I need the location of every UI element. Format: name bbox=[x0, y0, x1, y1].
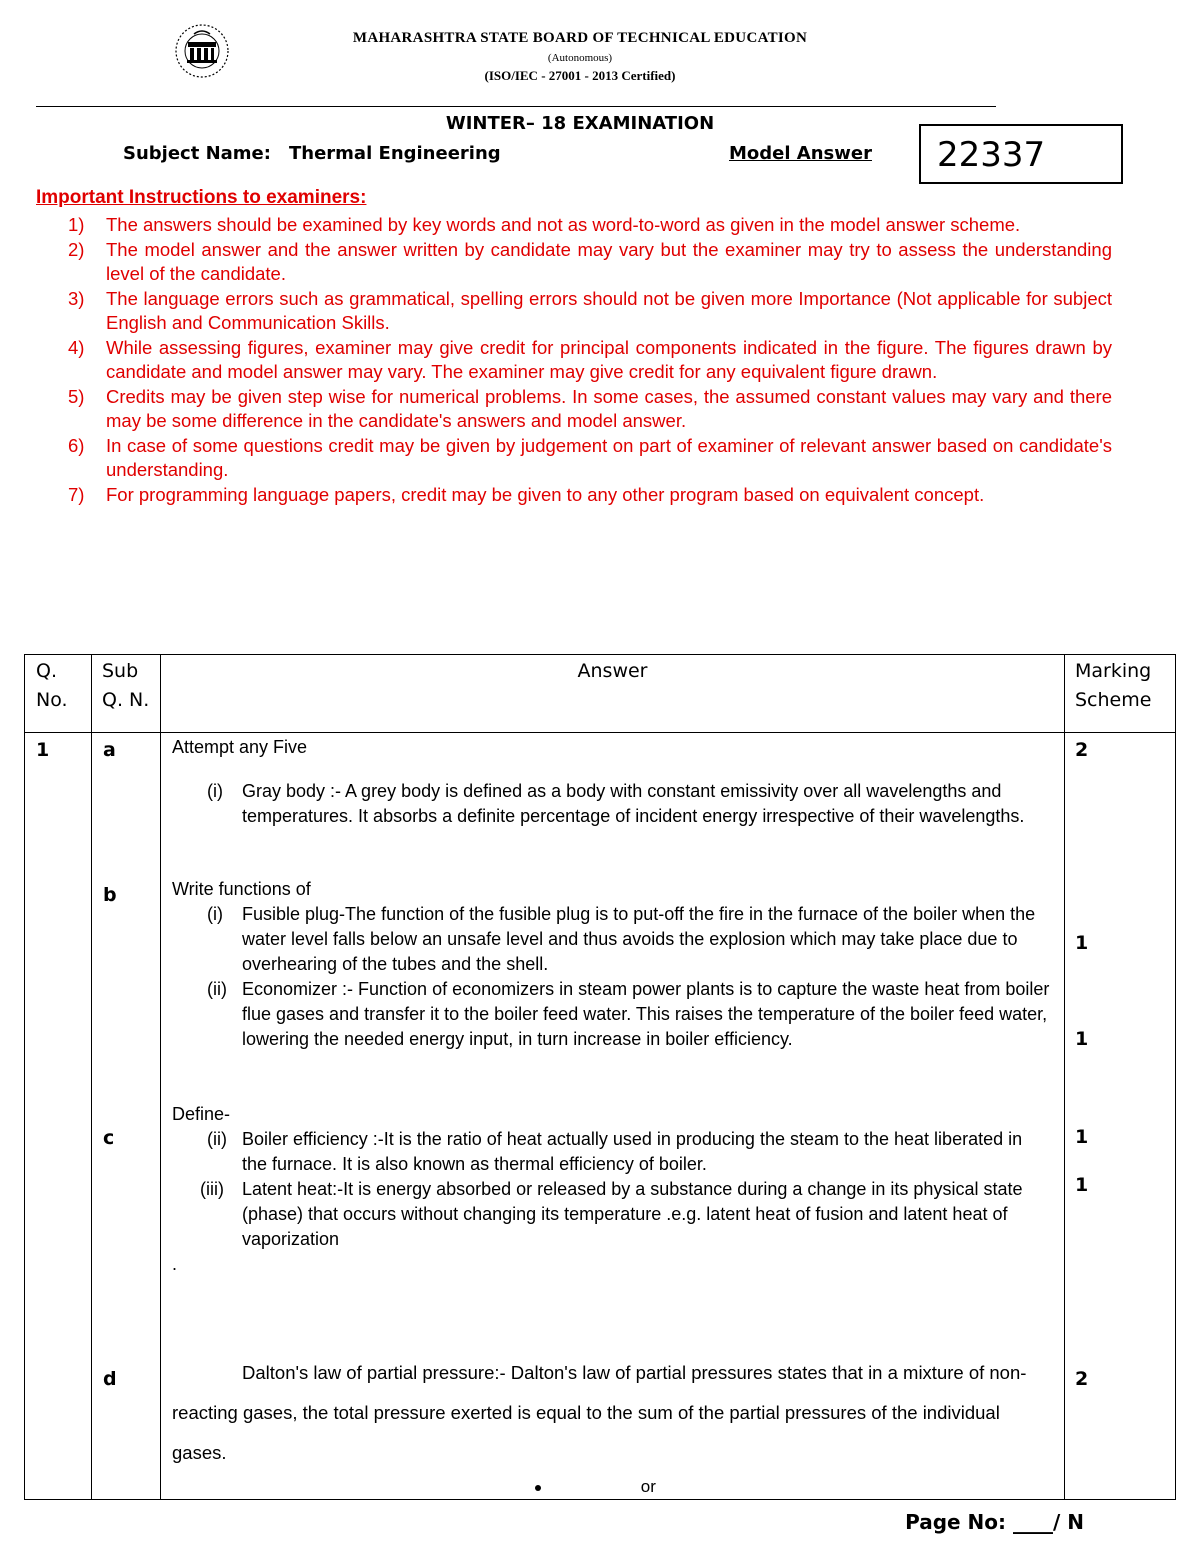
bullet-icon bbox=[535, 1485, 541, 1491]
answer-d-or-line: or bbox=[535, 1477, 656, 1497]
sub-question-d: d bbox=[103, 1368, 117, 1390]
answer-b-heading: Write functions of bbox=[172, 879, 311, 899]
instruction-item: 4) While assessing figures, examiner may give credit for principal components indicated in the figure. The figures drawn by candidate and model answer may vary. The examiner may give credit for any equivalent figure drawn. bbox=[68, 336, 1112, 382]
instructions-title: Important Instructions to examiners: bbox=[36, 187, 367, 208]
answer-b-item-i: (i) Fusible plug-The function of the fusible plug is to put-off the fire in the furnace of the boiler when the water level falls below an unsafe level and thus avoids the explosion which may take place due to overhearing of the tubes and the shell. bbox=[207, 904, 1036, 974]
column-divider bbox=[91, 655, 92, 1499]
board-name: MAHARASHTRA STATE BOARD OF TECHNICAL EDUCATION bbox=[352, 30, 808, 46]
answer-table bbox=[24, 654, 1176, 1500]
mark-a: 2 bbox=[1075, 739, 1089, 761]
header-answer: Answer bbox=[577, 660, 648, 682]
instruction-item: 7) For programming language papers, credit may be given to any other program based on equivalent concept. bbox=[68, 483, 985, 505]
mark-c-iii: 1 bbox=[1075, 1174, 1089, 1196]
instruction-item: 3) The language errors such as grammatical, spelling errors should not be given more Importance (Not applicable for subject English and Communication Skills. bbox=[68, 287, 1112, 333]
answer-b-item-ii: (ii) Economizer :- Function of economizers in steam power plants is to capture the waste heat from boiler flue gases and transfer it to the boiler feed water. This raises the temperature of the boiler feed water, lowering the needed energy input, in turn increase in boiler efficiency. bbox=[207, 979, 1050, 1049]
answer-b bbox=[172, 877, 1052, 1052]
mark-c-ii: 1 bbox=[1075, 1126, 1089, 1148]
answer-a bbox=[172, 735, 1052, 829]
header-divider bbox=[36, 106, 996, 107]
answer-a-heading: Attempt any Five bbox=[172, 737, 308, 757]
answer-c-item-iii: (iii) Latent heat:-It is energy absorbed or released by a substance during a change in its physical state (phase) that occurs without changing its temperature .e.g. latent heat of fusion and latent heat of vaporization bbox=[200, 1179, 1023, 1249]
answer-a-item: (i) Gray body :- A grey body is defined as a body with constant emissivity over all wavelengths and temperatures. It absorbs a definite percentage of incident energy irrespective of their wavelengths. bbox=[207, 781, 1025, 826]
iso-certification: (ISO/IEC - 27001 - 2013 Certified) bbox=[484, 68, 676, 83]
instruction-item: 2) The model answer and the answer written by candidate may vary but the examiner may try to assess the understanding level of the candidate. bbox=[68, 238, 1112, 284]
instruction-item: 1) The answers should be examined by key words and not as word-to-word as given in the model answer scheme. bbox=[68, 214, 1021, 235]
mark-b-ii: 1 bbox=[1075, 1028, 1089, 1050]
header-row-divider bbox=[25, 732, 1175, 733]
question-number: 1 bbox=[36, 739, 50, 761]
answer-c-dot: . bbox=[172, 1254, 178, 1274]
sub-question-a: a bbox=[103, 739, 116, 761]
header-q-no: Q. No. bbox=[36, 660, 68, 711]
sub-question-c: c bbox=[103, 1127, 115, 1149]
column-divider bbox=[160, 655, 161, 1499]
instruction-item: 6) In case of some questions credit may be given by judgement on part of examiner of relevant answer based on candidate's understanding. bbox=[68, 434, 1112, 480]
model-answer-label: Model Answer bbox=[729, 143, 872, 164]
instruction-item: 5) Credits may be given step wise for numerical problems. In some cases, the assumed constant values may vary and there may be some difference in the candidate's answers and model answer. bbox=[68, 385, 1112, 431]
answer-c-item-ii: (ii) Boiler efficiency :-It is the ratio of heat actually used in producing the steam to the heat liberated in the furnace. It is also known as thermal efficiency of boiler. bbox=[207, 1129, 1023, 1174]
subject-name: Thermal Engineering bbox=[289, 143, 501, 164]
header-sub-qn: Sub Q. N. bbox=[102, 660, 150, 711]
column-divider bbox=[1064, 655, 1065, 1499]
answer-c-heading: Define- bbox=[172, 1104, 231, 1124]
mark-b-i: 1 bbox=[1075, 932, 1089, 954]
autonomous-label: (Autonomous) bbox=[547, 52, 613, 64]
subject-label: Subject Name: bbox=[123, 143, 271, 164]
header-marking-scheme: Marking Scheme bbox=[1075, 660, 1152, 711]
subject-code-box: 22337 bbox=[919, 124, 1123, 184]
sub-question-b: b bbox=[103, 884, 117, 906]
mark-d: 2 bbox=[1075, 1368, 1089, 1390]
instructions-list bbox=[68, 213, 1112, 507]
answer-d: Dalton's law of partial pressure:- Dalton's law of partial pressures states that in a mixture of non-reacting gases, the total pressure exerted is equal to the sum of the partial pressures of the individual gases. bbox=[172, 1362, 1027, 1463]
answer-c bbox=[172, 1102, 1052, 1277]
page-number: Page No: ____/ N bbox=[905, 1510, 1084, 1534]
exam-title: WINTER– 18 EXAMINATION bbox=[445, 113, 715, 134]
